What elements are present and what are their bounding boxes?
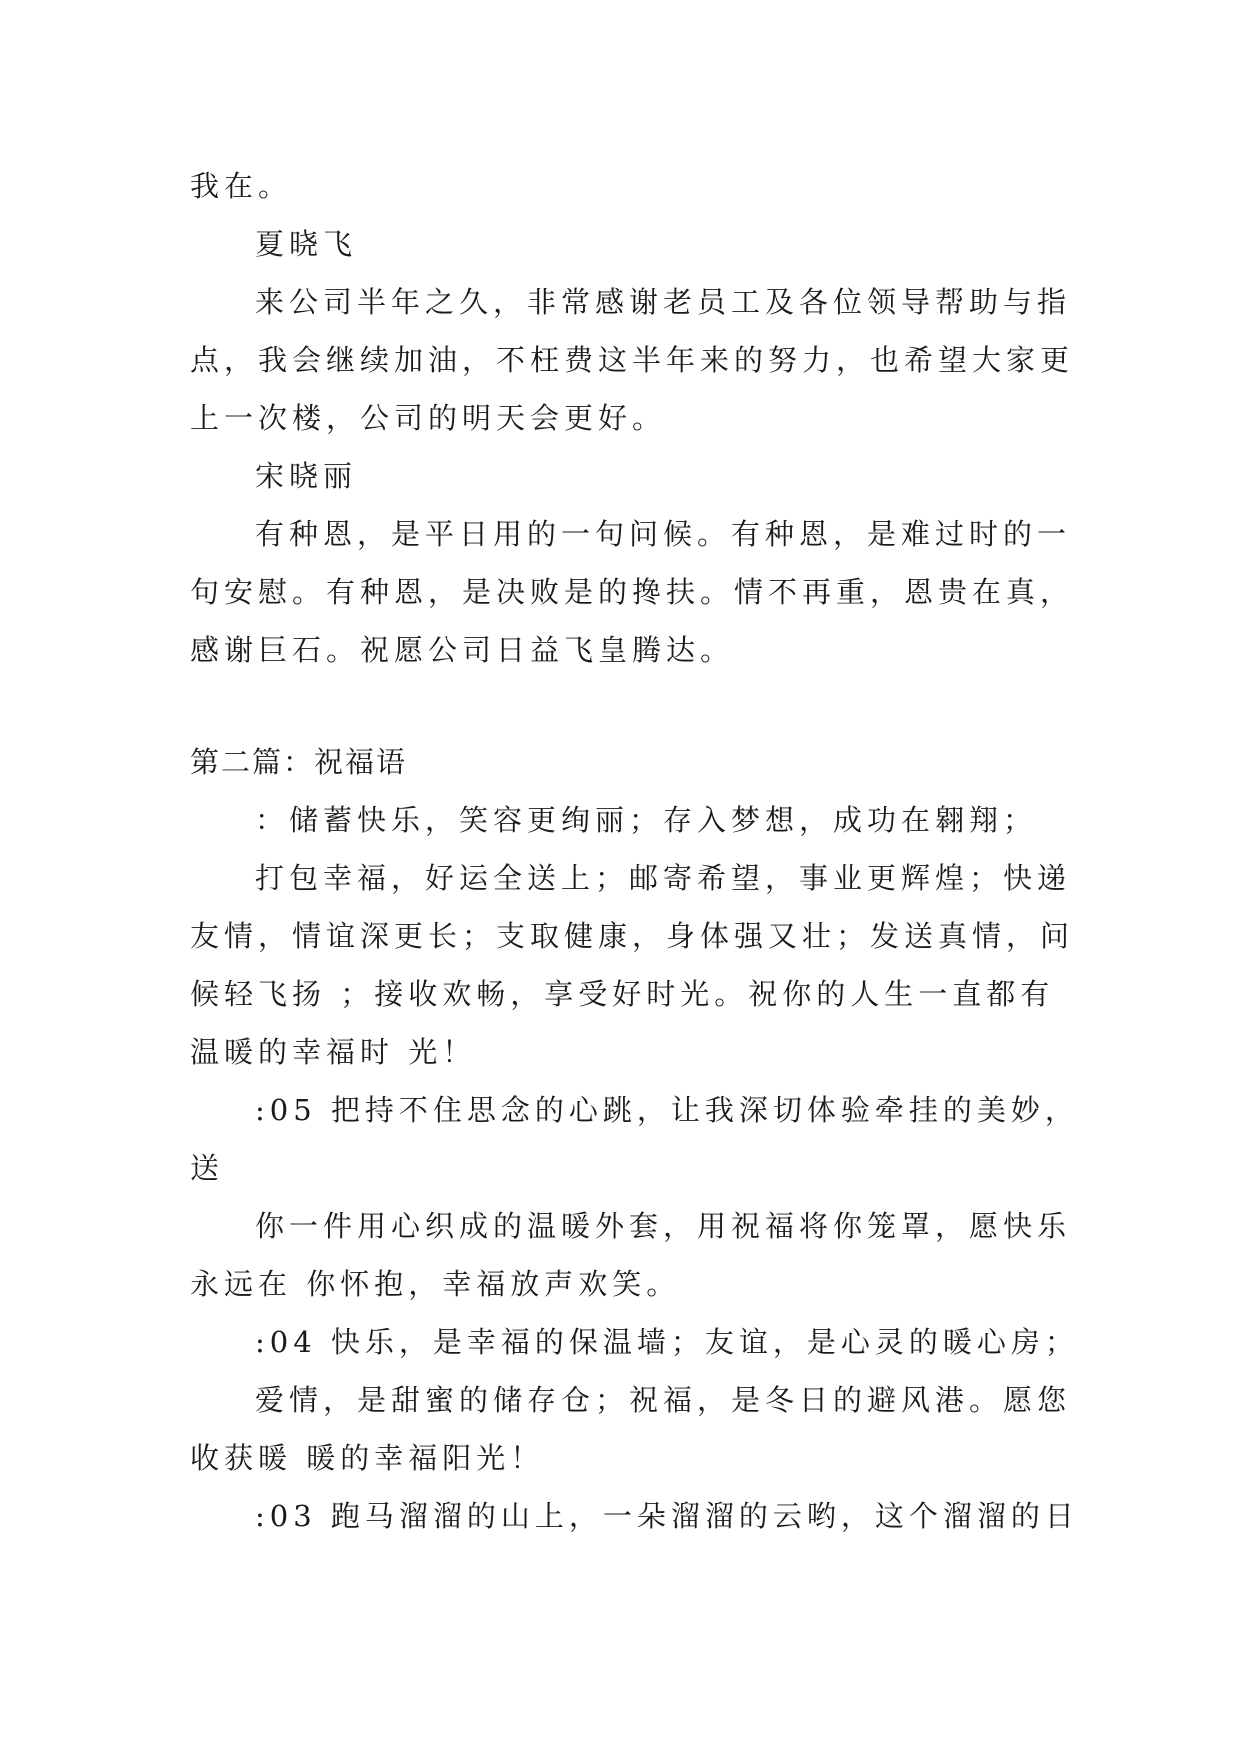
text-line: 收获暖 暖的幸福阳光！ [190, 1441, 545, 1475]
text-line: :03 跑马溜溜的山上，一朵溜溜的云哟，这个溜溜的日 [255, 1499, 1079, 1533]
text-line: 爱情，是甜蜜的储存仓；祝福，是冬日的避风港。愿您 [255, 1383, 1072, 1417]
text-line: ：储蓄快乐，笑容更绚丽；存入梦想，成功在翱翔； [255, 803, 1038, 837]
text-line: 来公司半年之久，非常感谢老员工及各位领导帮助与指 [255, 285, 1072, 319]
text-line: 感谢巨石。祝愿公司日益飞皇腾达。 [190, 633, 735, 667]
text-line: 你一件用心织成的温暖外套，用祝福将你笼罩，愿快乐 [255, 1209, 1072, 1243]
text-line: 我在。 [190, 169, 293, 203]
text-line: :05 把持不住思念的心跳，让我深切体验牵挂的美妙， [255, 1093, 1079, 1127]
text-line: 送 [190, 1151, 225, 1185]
section-heading: 第二篇：祝福语 [190, 745, 408, 779]
author-name: 宋晓丽 [255, 459, 358, 493]
text-line: 永远在 你怀抱，幸福放声欢笑。 [190, 1267, 681, 1301]
text-line: 有种恩，是平日用的一句问候。有种恩，是难过时的一 [255, 517, 1072, 551]
text-line: :04 快乐，是幸福的保温墙；友谊，是心灵的暖心房； [255, 1325, 1079, 1359]
text-line: 候轻飞扬 ；接收欢畅，享受好时光。祝你的人生一直都有 [190, 977, 1055, 1011]
text-line: 温暖的幸福时 光！ [190, 1035, 477, 1069]
text-line: 打包幸福，好运全送上；邮寄希望，事业更辉煌；快递 [255, 861, 1072, 895]
text-line: 点，我会继续加油，不枉费这半年来的努力，也希望大家更 [190, 343, 1075, 377]
text-line: 友情，情谊深更长；支取健康，身体强又壮；发送真情，问 [190, 919, 1075, 953]
text-line: 上一次楼，公司的明天会更好。 [190, 401, 667, 435]
text-line: 句安慰。有种恩，是决败是的搀扶。情不再重，恩贵在真， [190, 575, 1075, 609]
author-name: 夏晓飞 [255, 227, 358, 261]
